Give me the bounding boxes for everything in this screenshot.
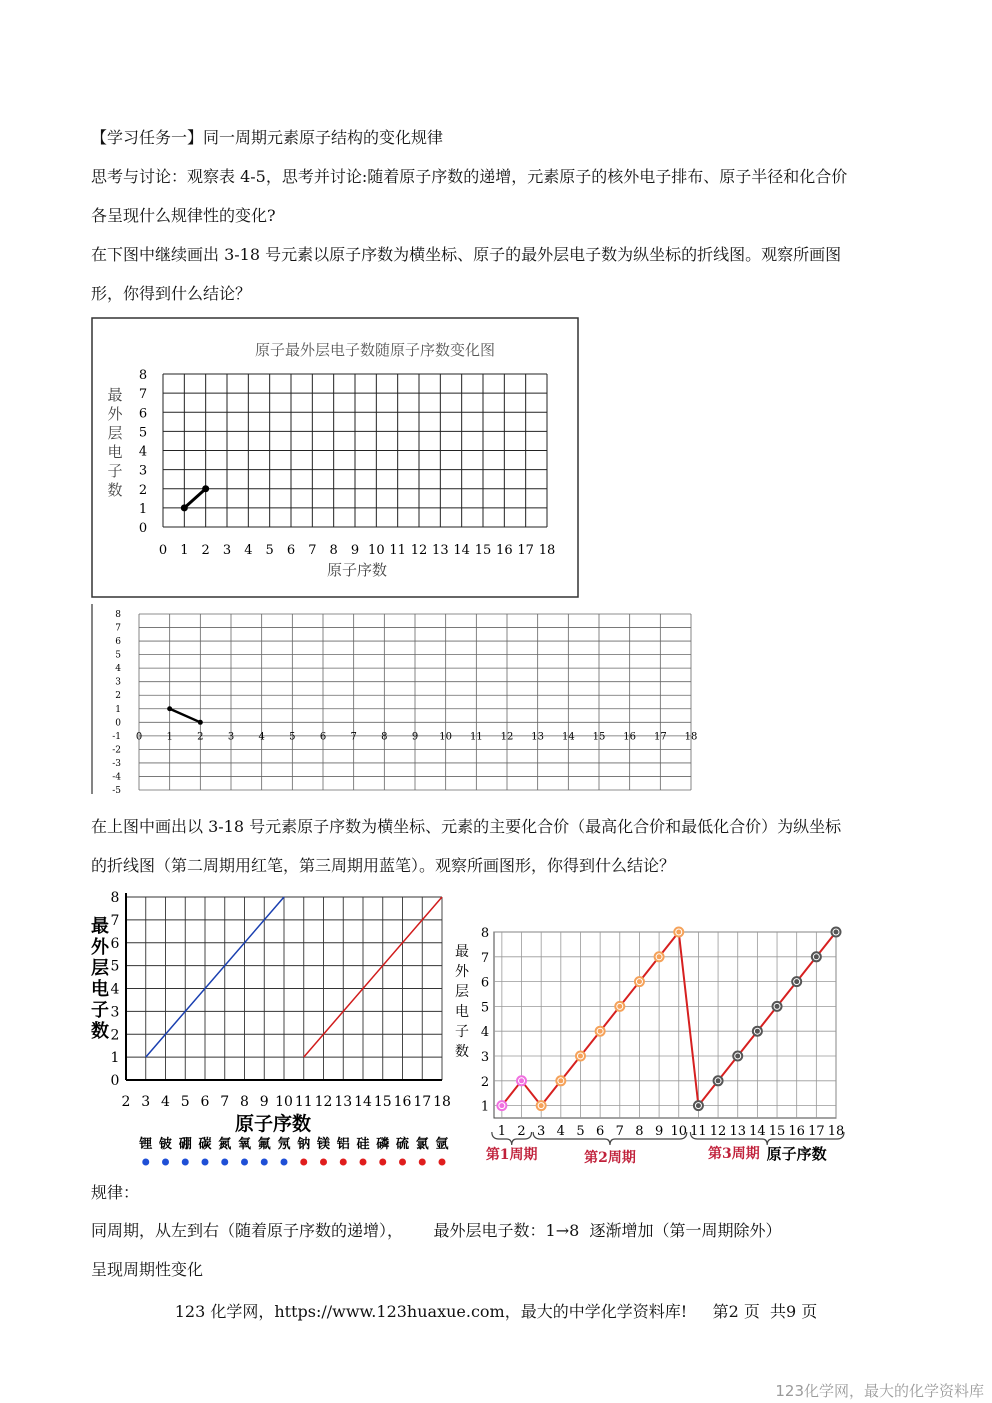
y-axis-label-char: 最 [91, 916, 109, 937]
y-tick-label: 7 [138, 387, 148, 403]
y-tick-label: 2 [480, 1074, 490, 1090]
y-tick-label: 5 [138, 425, 148, 441]
y-axis-label-char: 子 [91, 1000, 109, 1021]
x-tick-label: 5 [180, 1094, 190, 1110]
period3-label: 第3周期 [708, 1146, 760, 1162]
x-tick-label: 2 [517, 1124, 526, 1139]
y-tick-label: 7 [115, 623, 121, 634]
x-tick-label: 16 [393, 1094, 412, 1110]
y-tick-label: 6 [138, 406, 148, 422]
x-tick-label: 1 [180, 543, 189, 558]
element-dot [221, 1159, 228, 1166]
x-tick-label: 17 [808, 1124, 825, 1139]
series-line [146, 897, 284, 1057]
x-tick-label: 12 [500, 731, 514, 743]
x-tick-label: 10 [368, 543, 385, 558]
x-tick-label: 12 [709, 1124, 727, 1139]
x-tick-label: 18 [538, 543, 556, 558]
x-tick-label: 1 [497, 1124, 507, 1139]
x-tick-label: 4 [258, 731, 265, 743]
x-tick-label: 0 [158, 543, 168, 558]
y-tick-label: 1 [138, 501, 148, 517]
element-name: 氟 [257, 1137, 271, 1152]
data-point-fill [637, 979, 642, 984]
page-footer: 123 化学网，https://www.123huaxue.com，最大的中学化学资料库! 第2 页 共9 页 [174, 1302, 818, 1321]
y-tick-label: 6 [480, 975, 490, 991]
data-point-fill [814, 954, 819, 959]
element-name: 锂 [139, 1137, 153, 1152]
x-tick-label: 3 [537, 1124, 546, 1139]
data-point-fill [598, 1029, 603, 1034]
x-tick-label: 8 [381, 731, 388, 743]
x-tick-label: 2 [197, 731, 204, 743]
x-tick-label: 2 [121, 1094, 131, 1110]
x-tick-label: 7 [615, 1124, 624, 1139]
y-tick-label: 5 [480, 1000, 490, 1016]
discussion-text-line1: 思考与讨论：观察表 4-5，思考并讨论:随着原子序数的递增，元素原子的核外电子排布、原子半径和化合价 [91, 167, 848, 186]
x-tick-label: 14 [354, 1094, 372, 1110]
x-tick-label: 7 [220, 1094, 230, 1110]
y-tick-label: 8 [115, 610, 121, 620]
watermark: 123化学网，最大的化学资料库 [775, 1382, 984, 1400]
valence-instruction-line2: 的折线图（第二周期用红笔，第三周期用蓝笔）。观察所画图形，你得到什么结论？ [91, 856, 676, 875]
data-point-fill [578, 1054, 583, 1059]
y-axis-label-char: 外 [91, 937, 109, 958]
element-dot [399, 1159, 406, 1166]
x-tick-label: 3 [227, 731, 235, 743]
x-tick-label: 2 [201, 543, 210, 558]
y-tick-label: -5 [112, 786, 121, 796]
discussion-text-line2: 各呈现什么规律性的变化? [91, 206, 276, 225]
y-tick-label: 5 [115, 650, 121, 661]
draw-instruction-line2: 形，你得到什么结论？ [91, 284, 252, 303]
data-point-fill [696, 1103, 701, 1108]
y-tick-label: 1 [115, 704, 121, 715]
y-tick-label: 2 [138, 482, 148, 498]
y-axis-label-char: 子 [455, 1024, 469, 1040]
x-axis-label: 原子序数 [234, 1113, 312, 1135]
element-dot [360, 1159, 367, 1166]
x-tick-label: 12 [410, 543, 428, 558]
element-name: 碳 [198, 1137, 212, 1152]
y-axis-label-char: 外 [455, 964, 469, 980]
x-tick-label: 13 [531, 731, 545, 743]
element-name: 硼 [178, 1137, 192, 1152]
data-point [181, 504, 188, 511]
x-tick-label: 4 [556, 1124, 565, 1139]
data-point-fill [735, 1054, 740, 1059]
y-tick-label: -4 [112, 772, 121, 783]
y-tick-label: 0 [115, 718, 121, 729]
x-tick-label: 11 [469, 731, 483, 743]
data-point-fill [775, 1004, 780, 1009]
y-tick-label: 6 [115, 637, 121, 648]
element-name: 铝 [336, 1137, 350, 1152]
x-tick-label: 18 [433, 1094, 451, 1110]
x-tick-label: 6 [319, 731, 327, 743]
y-tick-label: 1 [110, 1050, 120, 1067]
x-tick-label: 16 [788, 1124, 805, 1139]
data-point-fill [539, 1103, 544, 1108]
element-dot [379, 1159, 386, 1166]
x-tick-label: 9 [350, 543, 360, 558]
element-dot [182, 1159, 189, 1166]
y-tick-label: -1 [112, 731, 121, 742]
element-name: 氮 [218, 1137, 232, 1152]
y-axis-label-char: 最 [455, 944, 469, 960]
data-point-fill [794, 979, 799, 984]
element-dot [202, 1159, 209, 1166]
x-tick-label: 18 [827, 1124, 845, 1139]
y-tick-label: 2 [115, 691, 121, 702]
y-tick-label: 4 [110, 981, 120, 998]
y-tick-label: 4 [138, 444, 148, 460]
y-tick-label: 5 [110, 958, 120, 975]
x-tick-label: 12 [314, 1094, 333, 1110]
x-tick-label: 6 [200, 1094, 210, 1110]
y-tick-label: 3 [115, 677, 121, 688]
x-tick-label: 4 [244, 543, 253, 558]
element-name: 氖 [277, 1137, 291, 1152]
y-tick-label: 7 [110, 912, 120, 929]
x-tick-label: 7 [308, 543, 317, 558]
data-point-fill [834, 930, 839, 935]
x-tick-label: 11 [294, 1094, 313, 1110]
x-tick-label: 14 [453, 543, 470, 558]
y-tick-label: 8 [110, 890, 120, 906]
valence-grid-chart [91, 604, 706, 794]
x-axis-label: 原子序数 [766, 1145, 827, 1163]
y-tick-label: 0 [110, 1073, 120, 1089]
y-axis-label-char: 数 [455, 1044, 469, 1060]
y-tick-label: 0 [138, 521, 148, 536]
element-name: 氧 [237, 1137, 252, 1152]
x-tick-label: 17 [653, 731, 667, 743]
x-tick-label: 0 [135, 731, 143, 743]
element-dot [241, 1159, 248, 1166]
task-heading: 【学习任务一】同一周期元素原子结构的变化规律 [91, 128, 444, 147]
y-tick-label: 6 [110, 935, 120, 952]
data-point [167, 706, 172, 711]
period2-label: 第2周期 [584, 1150, 636, 1166]
x-tick-label: 5 [265, 543, 274, 558]
data-point [198, 720, 203, 725]
y-tick-label: -2 [112, 745, 121, 756]
data-point-fill [499, 1103, 504, 1108]
x-tick-label: 6 [595, 1124, 605, 1139]
draw-instruction-line1: 在下图中继续画出 3-18 号元素以原子序数为横坐标、原子的最外层电子数为纵坐标的折线图。观察所画图 [91, 245, 842, 264]
y-tick-label: 8 [138, 368, 148, 383]
element-dot [281, 1159, 288, 1166]
y-axis-label-char: 层 [455, 984, 469, 1000]
x-tick-label: 5 [289, 731, 296, 743]
y-tick-label: 3 [110, 1004, 120, 1021]
x-tick-label: 15 [474, 543, 492, 558]
element-dot [261, 1159, 268, 1166]
x-tick-label: 1 [166, 731, 173, 743]
element-dot [300, 1159, 307, 1166]
rule-label: 规律： [91, 1183, 140, 1202]
y-tick-label: 1 [480, 1099, 490, 1115]
element-dot [439, 1159, 446, 1166]
y-tick-label: 3 [480, 1050, 490, 1065]
x-tick-label: 13 [432, 543, 449, 558]
x-axis-label: 原子序数 [326, 561, 388, 579]
data-point [202, 485, 209, 492]
x-tick-label: 15 [373, 1094, 392, 1110]
x-tick-label: 5 [576, 1124, 585, 1139]
x-tick-label: 11 [389, 543, 406, 558]
data-point-fill [657, 954, 662, 959]
y-tick-label: 8 [480, 926, 490, 941]
y-tick-label: 3 [138, 463, 148, 479]
element-dot [340, 1159, 347, 1166]
y-axis-label-char: 电 [91, 979, 109, 1000]
element-dot [419, 1159, 426, 1166]
period1-label: 第1周期 [485, 1147, 538, 1163]
y-axis-label-char: 外 [107, 405, 123, 423]
x-tick-label: 11 [690, 1124, 707, 1139]
x-tick-label: 6 [286, 543, 296, 558]
y-axis-label-char: 电 [107, 443, 123, 461]
x-tick-label: 15 [592, 731, 606, 743]
y-tick-label: 4 [480, 1025, 490, 1041]
y-axis-label-char: 电 [455, 1004, 469, 1020]
x-tick-label: 10 [670, 1124, 688, 1139]
series-line [304, 897, 442, 1057]
x-tick-label: 13 [729, 1124, 746, 1139]
data-point-fill [519, 1078, 524, 1083]
y-tick-label: 4 [115, 664, 121, 675]
x-tick-label: 9 [259, 1094, 269, 1110]
element-name: 钠 [297, 1137, 311, 1152]
element-name: 镁 [316, 1137, 331, 1152]
data-point-fill [716, 1078, 721, 1083]
y-tick-label: -3 [112, 758, 121, 769]
element-dot [320, 1159, 327, 1166]
x-tick-label: 17 [517, 543, 534, 558]
x-tick-label: 16 [496, 543, 513, 558]
x-tick-label: 14 [561, 731, 575, 743]
plot-frame [494, 932, 836, 1118]
y-tick-label: 7 [480, 950, 490, 966]
x-tick-label: 8 [240, 1094, 249, 1110]
element-name: 磷 [376, 1137, 390, 1152]
rule-line: 同周期，从左到右（随着原子序数的递增）， 最外层电子数：1→8 逐渐增加（第一周期除外） [91, 1221, 782, 1240]
x-tick-label: 10 [275, 1094, 293, 1110]
element-dot [162, 1159, 169, 1166]
data-point-fill [755, 1029, 760, 1034]
x-tick-label: 13 [334, 1094, 353, 1110]
y-axis-label-char: 层 [107, 424, 123, 442]
data-line [170, 709, 201, 723]
chart-title: 原子最外层电子数随原子序数变化图 [254, 341, 496, 359]
x-tick-label: 15 [768, 1124, 786, 1139]
rule-periodic: 呈现周期性变化 [91, 1260, 204, 1279]
x-tick-label: 10 [439, 731, 453, 743]
data-point-fill [558, 1078, 563, 1083]
x-tick-label: 8 [635, 1124, 644, 1139]
data-point-fill [617, 1004, 622, 1009]
x-tick-label: 17 [413, 1094, 432, 1110]
x-tick-label: 7 [350, 731, 357, 743]
outer-electron-chart-1 [91, 317, 579, 598]
y-axis-label-char: 数 [91, 1021, 109, 1042]
x-tick-label: 4 [161, 1094, 170, 1110]
y-axis-label-char: 最 [107, 386, 123, 404]
x-tick-label: 18 [684, 731, 698, 743]
x-tick-label: 8 [329, 543, 338, 558]
data-point-fill [676, 930, 681, 935]
valence-instruction-line1: 在上图中画出以 3-18 号元素原子序数为横坐标、元素的主要化合价（最高化合价和最低化合价）为纵坐标 [91, 817, 842, 836]
y-tick-label: 2 [110, 1027, 120, 1044]
x-tick-label: 3 [141, 1094, 151, 1110]
y-axis-label-char: 层 [91, 958, 109, 979]
x-tick-label: 9 [654, 1124, 664, 1139]
x-tick-label: 16 [623, 731, 637, 743]
element-name: 硅 [356, 1137, 370, 1152]
element-name: 硫 [395, 1137, 410, 1152]
element-name: 氯 [415, 1137, 429, 1152]
element-name: 铍 [158, 1137, 173, 1152]
outer-electron-chart-2 [88, 890, 451, 1175]
element-name: 氩 [435, 1137, 449, 1152]
y-axis-label-char: 子 [107, 462, 123, 480]
outer-electron-chart-3 [450, 910, 850, 1175]
element-dot [142, 1159, 149, 1166]
y-axis-label-char: 数 [107, 481, 123, 499]
x-tick-label: 14 [749, 1124, 766, 1139]
x-tick-label: 3 [222, 543, 232, 558]
x-tick-label: 9 [411, 731, 419, 743]
